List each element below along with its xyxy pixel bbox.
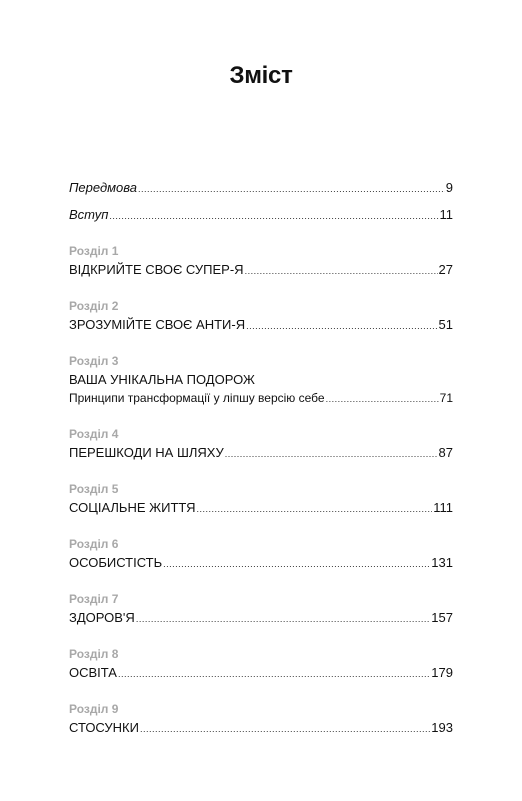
dot-leader: [225, 446, 438, 462]
toc-entry-chapter-2[interactable]: [69, 317, 453, 334]
toc-entry-subtitle: Принципи трансформації у ліпшу версію себе: [69, 391, 325, 405]
toc-entry-page: 193: [431, 720, 453, 735]
chapter-label: Розділ 4: [69, 427, 119, 441]
toc-entry-title: ЗРОЗУМІЙТЕ СВОЄ АНТИ-Я: [69, 317, 246, 332]
toc-entry-title: ОСВІТА: [69, 665, 117, 680]
chapter-label: Розділ 8: [69, 647, 119, 661]
dot-leader: [140, 721, 430, 737]
chapter-label: Розділ 1: [69, 244, 119, 258]
toc-entry-title: ЗДОРОВ'Я: [69, 610, 135, 625]
chapter-label: Розділ 9: [69, 702, 119, 716]
toc-entry-chapter-1[interactable]: [69, 262, 453, 279]
toc-entry-chapter-8[interactable]: [69, 665, 453, 682]
toc-entry-page: 87: [438, 445, 453, 460]
dot-leader: [246, 318, 437, 334]
toc-entry-page: 111: [433, 500, 453, 515]
dot-leader: [245, 263, 438, 279]
dot-leader: [196, 501, 432, 517]
toc-entry-chapter-3-subtitle[interactable]: [69, 390, 453, 407]
toc-entry-page: 179: [431, 665, 453, 680]
toc-entry-chapter-3[interactable]: [69, 372, 453, 388]
chapter-label: Розділ 2: [69, 299, 119, 313]
chapter-label: Розділ 6: [69, 537, 119, 551]
toc-entry-chapter-4[interactable]: [69, 445, 453, 462]
toc-entry-title: ОСОБИСТІСТЬ: [69, 555, 163, 570]
chapter-label: Розділ 3: [69, 354, 119, 368]
toc-entry-page: 71: [439, 391, 453, 405]
toc-entry-title: ПЕРЕШКОДИ НА ШЛЯХУ: [69, 445, 224, 460]
toc-entry-title: СОЦІАЛЬНЕ ЖИТТЯ: [69, 500, 196, 515]
toc-entry-page: 11: [439, 207, 453, 222]
toc-entry-title: ВІДКРИЙТЕ СВОЄ СУПЕР-Я: [69, 262, 244, 277]
dot-leader: [326, 391, 439, 407]
toc-entry-introduction[interactable]: [69, 207, 453, 224]
toc-entry-foreword[interactable]: [69, 180, 453, 197]
toc-entry-title: Вступ: [69, 207, 109, 222]
dot-leader: [163, 556, 430, 572]
dot-leader: [118, 666, 430, 682]
toc-entry-title: Передмова: [69, 180, 138, 195]
chapter-label: Розділ 7: [69, 592, 119, 606]
toc-entry-page: 9: [445, 180, 453, 195]
toc-entry-chapter-6[interactable]: [69, 555, 453, 572]
dot-leader: [136, 611, 430, 627]
toc-entry-page: 131: [431, 555, 453, 570]
toc-entry-chapter-5[interactable]: [69, 500, 453, 517]
page-title: Зміст: [229, 62, 293, 89]
dot-leader: [138, 181, 445, 197]
toc-entry-title: ВАША УНІКАЛЬНА ПОДОРОЖ: [69, 372, 255, 387]
toc-entry-page: 157: [431, 610, 453, 625]
chapter-label: Розділ 5: [69, 482, 119, 496]
toc-entry-chapter-7[interactable]: [69, 610, 453, 627]
toc-entry-title: СТОСУНКИ: [69, 720, 139, 735]
toc-entry-page: 51: [438, 317, 453, 332]
toc-entry-chapter-9[interactable]: [69, 720, 453, 737]
toc-entry-page: 27: [438, 262, 453, 277]
dot-leader: [109, 208, 438, 224]
